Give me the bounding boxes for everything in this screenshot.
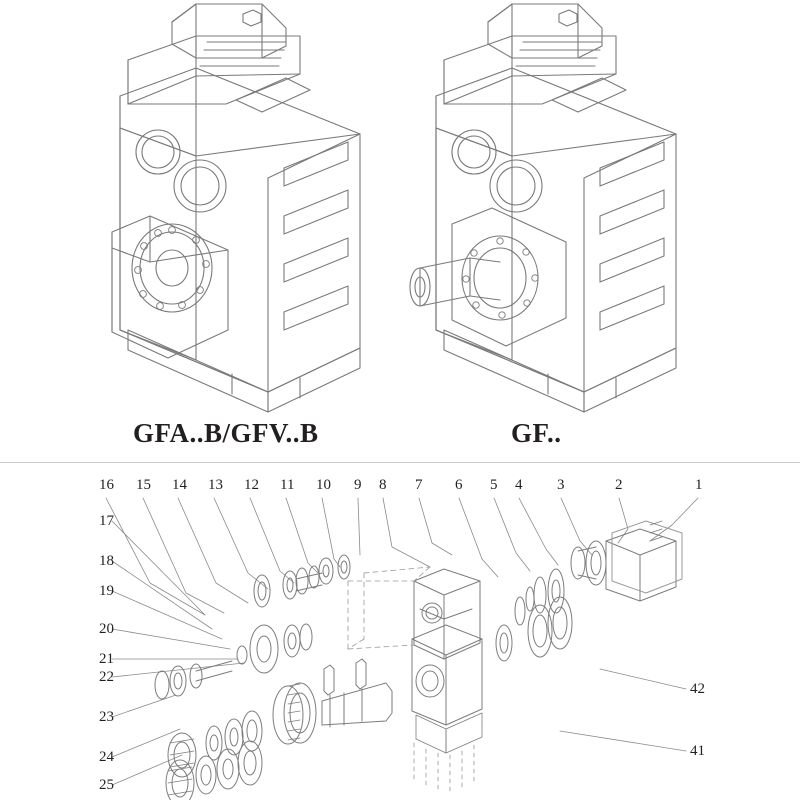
callout-3: 3	[557, 477, 565, 493]
callout-25: 25	[99, 777, 114, 793]
callout-19: 19	[99, 583, 114, 599]
callout-7: 7	[415, 477, 423, 493]
callout-14: 14	[172, 477, 187, 493]
caption-gfa-b-gfv-b: GFA..B/GFV..B	[133, 418, 319, 448]
callout-24: 24	[99, 749, 114, 765]
callout-10: 10	[316, 477, 331, 493]
part-coupling-rings	[496, 569, 572, 661]
callout-18: 18	[99, 553, 114, 569]
callout-13: 13	[208, 477, 223, 493]
callout-17: 17	[99, 513, 114, 529]
gearbox-isometric-left	[112, 4, 360, 412]
callout-21: 21	[99, 651, 114, 667]
callout-11: 11	[280, 477, 295, 493]
part-housing	[348, 567, 482, 795]
callout-6: 6	[455, 477, 463, 493]
callout-15: 15	[136, 477, 151, 493]
part-bearing-stack	[166, 741, 262, 800]
caption-gf: GF..	[511, 418, 562, 448]
callout-4: 4	[515, 477, 523, 493]
callout-12: 12	[244, 477, 259, 493]
callout-9: 9	[354, 477, 362, 493]
part-input-adapter	[571, 521, 682, 601]
callout-8: 8	[379, 477, 387, 493]
gearbox-isometric-right	[410, 4, 676, 412]
callout-16: 16	[99, 477, 114, 493]
callout-41: 41	[690, 743, 705, 759]
exploded-diagram-panel	[0, 463, 800, 800]
exploded-parts-drawing	[0, 463, 800, 800]
callout-2: 2	[615, 477, 623, 493]
callout-20: 20	[99, 621, 114, 637]
callout-22: 22	[99, 669, 114, 685]
callout-42: 42	[690, 681, 705, 697]
callout-5: 5	[490, 477, 498, 493]
callout-1: 1	[695, 477, 703, 493]
callout-23: 23	[99, 709, 114, 725]
